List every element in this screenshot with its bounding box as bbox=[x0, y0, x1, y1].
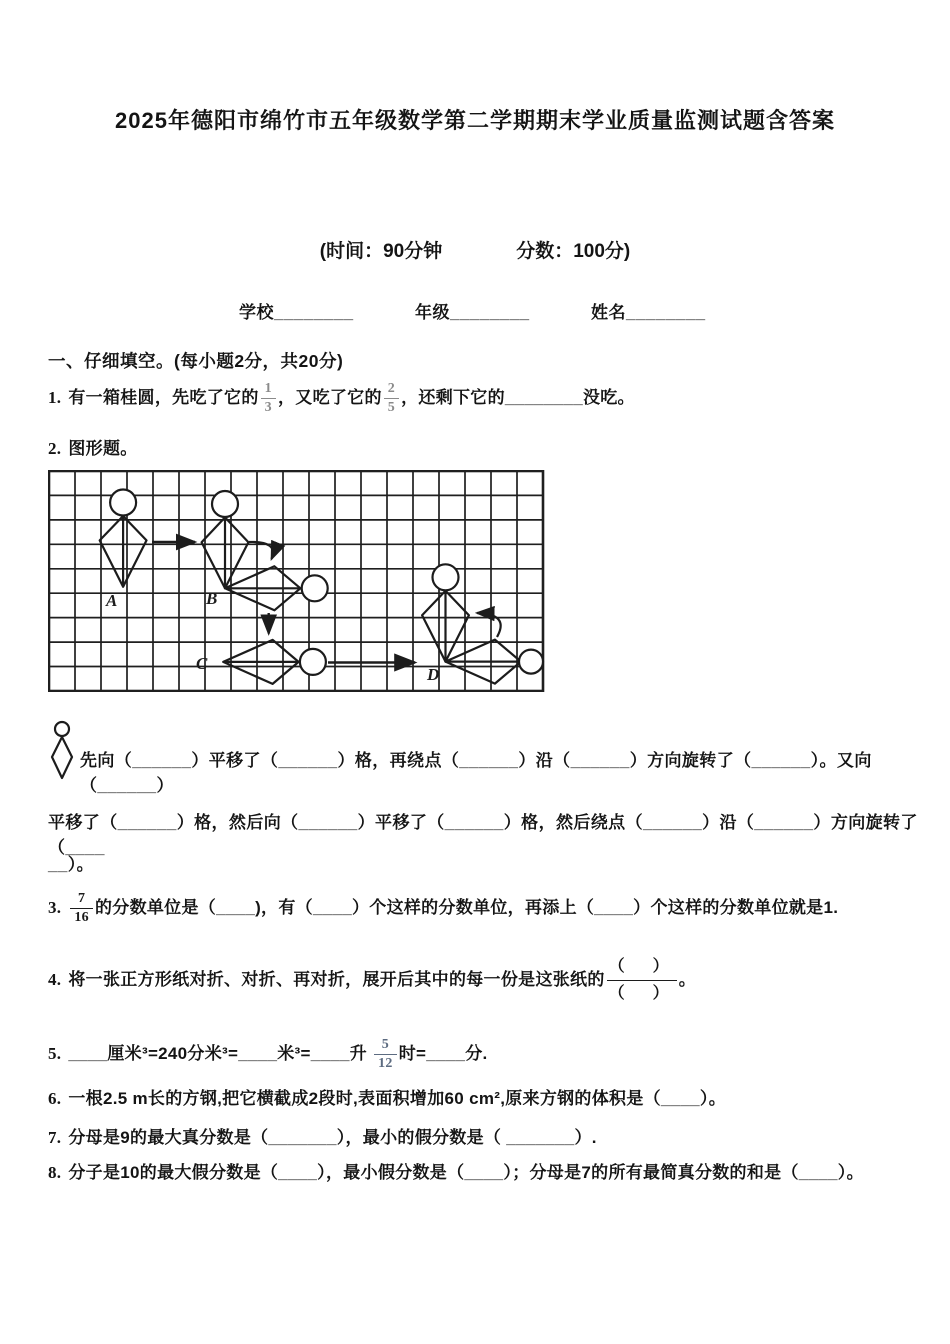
fraction-one-third: $\frac{1}{3}$ bbox=[261, 382, 276, 415]
figure-d-rotated-person bbox=[446, 640, 544, 684]
question-1 bbox=[48, 376, 635, 420]
question-1-text-mid: ，又吃了它的 bbox=[277, 388, 382, 407]
question-6-text: 一根2.5 m长的方钢,把它横截成2段时,表面积增加60 cm²,原来方钢的体积是（____）。 bbox=[68, 1089, 727, 1108]
figure-a-head bbox=[110, 490, 136, 516]
question-2-fill-line-3: __）。 bbox=[48, 855, 95, 874]
question-1-number: 1. bbox=[48, 388, 62, 407]
person-figure-icon bbox=[49, 720, 75, 780]
question-5-text-post: 时=____分. bbox=[398, 1044, 488, 1063]
question-5-text-pre: ____厘米³=240分米³=____米³=____升 bbox=[68, 1044, 373, 1063]
question-2-text: 图形题。 bbox=[68, 439, 138, 458]
figure-d-head bbox=[433, 564, 459, 590]
figure-c-person bbox=[223, 640, 326, 684]
question-5 bbox=[48, 1032, 488, 1076]
figure-d-rotated-head bbox=[519, 650, 543, 674]
question-1-text-post: ，还剩下它的________没吃。 bbox=[401, 388, 635, 407]
exam-info-line bbox=[0, 236, 950, 263]
grade-field: 年级________ bbox=[415, 303, 530, 322]
question-3 bbox=[48, 886, 838, 930]
question-1-text-pre: 有一箱桂圆，先吃了它的 bbox=[68, 388, 259, 407]
figure-label-b: B bbox=[206, 589, 218, 608]
figure-grid bbox=[48, 470, 545, 692]
question-8-number: 8. bbox=[48, 1163, 62, 1182]
exam-score: 分数：100分) bbox=[516, 241, 631, 262]
question-2 bbox=[48, 434, 138, 459]
fraction-blank: （ ） （ ） bbox=[608, 958, 675, 1003]
question-6-number: 6. bbox=[48, 1089, 62, 1108]
school-field: 学校________ bbox=[239, 303, 354, 322]
figure-d-person bbox=[422, 564, 469, 661]
rotation-arc-d bbox=[477, 613, 501, 637]
section-1-heading: 一、仔细填空。(每小题2分，共20分) bbox=[48, 351, 344, 371]
question-5-number: 5. bbox=[48, 1044, 62, 1063]
figure-label-a: A bbox=[106, 591, 118, 610]
question-4-text: 将一张正方形纸对折、对折、再对折，展开后其中的每一份是这张纸的 bbox=[68, 970, 605, 989]
fraction-five-twelfths: $\frac{5}{12}$ bbox=[374, 1038, 397, 1071]
fraction-seven-sixteenths: $\frac{7}{16}$ bbox=[70, 892, 93, 925]
figure-b-head bbox=[212, 491, 238, 517]
figure-b-person bbox=[202, 491, 249, 588]
exam-time: (时间：90分钟 bbox=[319, 241, 443, 262]
question-4-suffix: 。 bbox=[678, 970, 696, 989]
question-4 bbox=[48, 952, 696, 1008]
figure-b-rotated-person bbox=[225, 566, 328, 610]
question-2-fill-line-2: 平移了（______）格，然后向（______）平移了（______）格，然后绕点（______）沿（______）方向旋转了（____ bbox=[48, 813, 918, 857]
question-3-text: 的分数单位是（____)，有（____）个这样的分数单位，再添上（____）个这样的分数单位就是1. bbox=[94, 898, 839, 917]
question-2-fill-line-1: 先向（______）平移了（______）格，再绕点（______）沿（______）方向旋转了（______）。又向（______） bbox=[80, 751, 872, 795]
question-8-text: 分子是10的最大假分数是（____），最小假分数是（____）；分母是7的所有最简真分数的和是（____）。 bbox=[68, 1163, 864, 1182]
question-2-number: 2. bbox=[48, 439, 62, 458]
fraction-two-fifths: $\frac{2}{5}$ bbox=[384, 382, 399, 415]
figure-c-head bbox=[300, 649, 326, 675]
question-3-number: 3. bbox=[48, 898, 62, 917]
figure-a-person bbox=[100, 490, 147, 587]
figure-label-c: C bbox=[196, 654, 208, 673]
question-7 bbox=[48, 1123, 597, 1148]
question-7-number: 7. bbox=[48, 1128, 62, 1147]
student-fields bbox=[0, 298, 950, 323]
question-4-number: 4. bbox=[48, 970, 62, 989]
figure-label-d: D bbox=[427, 665, 440, 684]
figure-b-rotated-head bbox=[302, 575, 328, 601]
page-title: 2025年德阳市绵竹市五年级数学第二学期期末学业质量监测试题含答案 bbox=[115, 108, 835, 133]
question-8 bbox=[48, 1158, 864, 1183]
name-field: 姓名________ bbox=[591, 303, 706, 322]
question-6 bbox=[48, 1084, 726, 1109]
question-7-text: 分母是9的最大真分数是（_______），最小的假分数是（ _______）. bbox=[68, 1128, 597, 1147]
